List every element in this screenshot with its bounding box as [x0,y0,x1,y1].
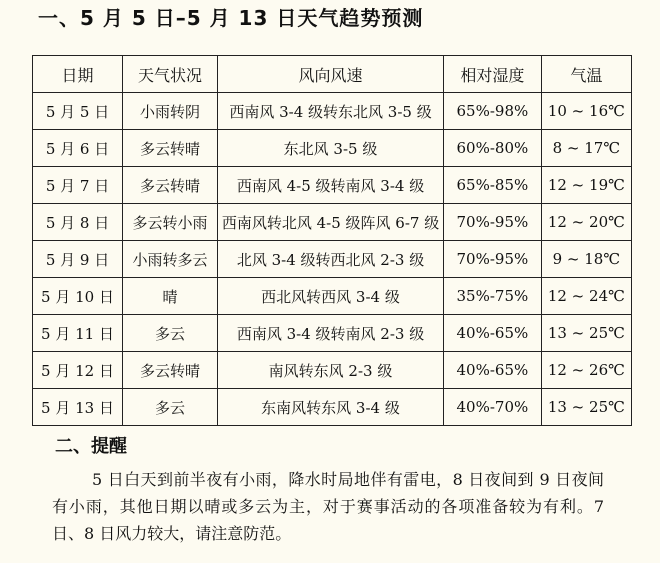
cell-wind: 东北风 3-5 级 [217,130,443,167]
cell-weather: 多云 [123,315,218,352]
cell-humidity: 70%-95% [444,204,542,241]
cell-humidity: 60%-80% [444,130,542,167]
cell-weather: 多云转小雨 [123,204,218,241]
cell-humidity: 70%-95% [444,241,542,278]
cell-date: 5 月 10 日 [33,278,123,315]
table-row [33,167,632,204]
cell-date: 5 月 13 日 [33,389,123,426]
reminder-paragraph: 5 日白天到前半夜有小雨，降水时局地伴有雷电，8 日夜间到 9 日夜间有小雨，其他日期以晴或多云为主，对于赛事活动的各项准备较为有利。7 日、8 日风力较大，请注意防范。 [52,470,604,543]
cell-date: 5 月 8 日 [33,204,123,241]
section-title-reminder: 二、提醒 [55,436,127,457]
cell-temperature: 10 ~ 16℃ [541,93,631,130]
table-row [33,130,632,167]
cell-weather: 小雨转多云 [123,241,218,278]
table-row [33,204,632,241]
cell-humidity: 40%-70% [444,389,542,426]
cell-temperature: 12 ~ 19℃ [541,167,631,204]
cell-temperature: 13 ~ 25℃ [541,389,631,426]
cell-date: 5 月 9 日 [33,241,123,278]
cell-humidity: 65%-98% [444,93,542,130]
cell-temperature: 12 ~ 24℃ [541,278,631,315]
cell-date: 5 月 12 日 [33,352,123,389]
table-header-row [33,56,632,93]
cell-wind: 南风转东风 2-3 级 [217,352,443,389]
cell-weather: 小雨转阴 [123,93,218,130]
table-row [33,241,632,278]
cell-humidity: 40%-65% [444,352,542,389]
header-temperature: 气温 [541,56,631,93]
table-row [33,315,632,352]
cell-humidity: 35%-75% [444,278,542,315]
cell-humidity: 65%-85% [444,167,542,204]
cell-wind: 西南风 3-4 级转东北风 3-5 级 [217,93,443,130]
cell-wind: 东南风转东风 3-4 级 [217,389,443,426]
header-weather: 天气状况 [123,56,218,93]
cell-date: 5 月 5 日 [33,93,123,130]
section-title-forecast: 一、5 月 5 日–5 月 13 日天气趋势预测 [38,6,424,30]
table-row [33,278,632,315]
weather-forecast-table [32,55,632,426]
cell-wind: 西南风 3-4 级转南风 2-3 级 [217,315,443,352]
cell-wind: 西南风 4-5 级转南风 3-4 级 [217,167,443,204]
cell-date: 5 月 11 日 [33,315,123,352]
header-wind: 风向风速 [217,56,443,93]
cell-weather: 多云 [123,389,218,426]
cell-temperature: 8 ~ 17℃ [541,130,631,167]
cell-date: 5 月 6 日 [33,130,123,167]
cell-wind: 西南风转北风 4-5 级阵风 6-7 级 [217,204,443,241]
cell-weather: 多云转晴 [123,352,218,389]
cell-wind: 西北风转西风 3-4 级 [217,278,443,315]
cell-wind: 北风 3-4 级转西北风 2-3 级 [217,241,443,278]
table-row [33,93,632,130]
header-humidity: 相对湿度 [444,56,542,93]
cell-temperature: 12 ~ 26℃ [541,352,631,389]
cell-temperature: 9 ~ 18℃ [541,241,631,278]
cell-humidity: 40%-65% [444,315,542,352]
cell-temperature: 13 ~ 25℃ [541,315,631,352]
cell-weather: 多云转晴 [123,130,218,167]
cell-weather: 晴 [123,278,218,315]
cell-temperature: 12 ~ 20℃ [541,204,631,241]
header-date: 日期 [33,56,123,93]
cell-date: 5 月 7 日 [33,167,123,204]
cell-weather: 多云转晴 [123,167,218,204]
table-row [33,389,632,426]
table-row [33,352,632,389]
